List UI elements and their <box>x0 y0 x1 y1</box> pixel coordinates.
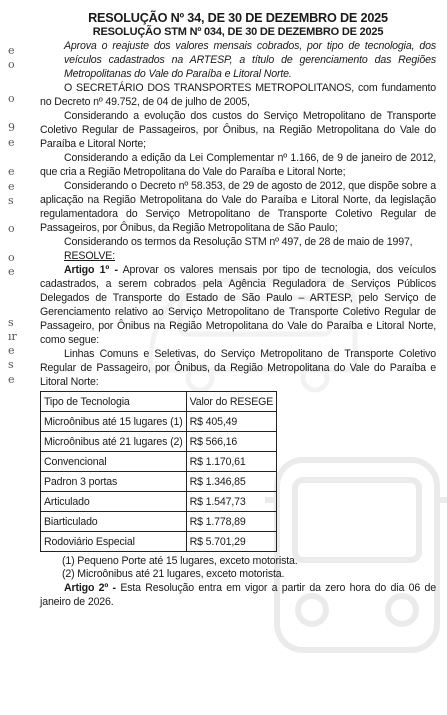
table-cell-valor: R$ 1.778,89 <box>186 512 277 532</box>
preamble-paragraph: O SECRETÁRIO DOS TRANSPORTES METROPOLITANOS, com fundamento no Decreto nº 49.752, de 04 de julho de 2005, <box>40 82 436 108</box>
margin-letter: o <box>8 222 15 235</box>
table-cell-tipo: Padron 3 portas <box>41 472 187 492</box>
margin-letter: e <box>8 265 15 278</box>
table-row <box>41 472 277 492</box>
table-header-cell: Tipo de Tecnologia <box>41 392 187 412</box>
margin-letter: o <box>8 92 15 105</box>
artigo-1-label: Artigo 1º - <box>64 264 118 276</box>
considerando-paragraph: Considerando o Decreto nº 58.353, de 29 de agosto de 2012, que dispõe sobre a aplicação na Região Metropolitana do Vale do Paraíba e Litoral Norte, da legislação regulamentadora do Serviço Metropolitano de Transporte Coletivo Regular de Passageiros, por Ônibus, da Região Metropolitana de São Paulo; <box>40 180 436 234</box>
table-row <box>41 412 277 432</box>
ementa-paragraph: Aprova o reajuste dos valores mensais cobrados, por tipo de tecnologia, dos veículos cadastrados na ARTESP, a título de gerenciamento das Regiões Metropolitanas do Vale do Paraíba e Litoral Norte. <box>64 40 436 80</box>
margin-letter: ır <box>8 330 17 343</box>
table-cell-tipo: Microônibus até 15 lugares (1) <box>41 412 187 432</box>
margin-letter: e <box>8 373 15 386</box>
table-header-cell: Valor do RESEGE <box>186 392 277 412</box>
artigo-2-paragraph <box>40 581 436 609</box>
footnote-1: (1) Pequeno Porte até 15 lugares, exceto motorista. <box>62 555 298 567</box>
table-cell-tipo: Rodoviário Especial <box>41 532 187 552</box>
table-cell-tipo: Convencional <box>41 452 187 472</box>
table-row <box>41 492 277 512</box>
resolution-column <box>40 10 436 609</box>
table-row <box>41 532 277 552</box>
footnote-2: (2) Microônibus até 21 lugares, exceto motorista. <box>62 568 285 580</box>
margin-letter: o <box>8 58 15 71</box>
considerando-paragraph: Considerando a edição da Lei Complementar nº 1.166, de 9 de janeiro de 2012, que cria a Região Metropolitana do Vale do Paraíba e Litoral Norte; <box>40 152 436 178</box>
table-cell-valor: R$ 1.170,61 <box>186 452 277 472</box>
table-cell-tipo: Articulado <box>41 492 187 512</box>
table-cell-valor: R$ 405,49 <box>186 412 277 432</box>
resolve-line <box>40 249 436 263</box>
margin-letter: e <box>8 165 15 178</box>
table-cell-tipo: Biarticulado <box>41 512 187 532</box>
linhas-paragraph: Linhas Comuns e Seletivas, do Serviço Metropolitano de Transporte Coletivo Regular de Passageiro, por Ônibus, da Região Metropolitana do Vale do Paraíba e Litoral Norte: <box>40 348 436 388</box>
table-cell-valor: R$ 5.701,29 <box>186 532 277 552</box>
considerando-paragraph: Considerando a evolução dos custos do Serviço Metropolitano de Transporte Coletivo Regular de Passageiros, por Ônibus, na Região Metropolitana do Vale do Paraíba e Litoral Norte; <box>40 110 436 150</box>
values-table <box>40 391 277 552</box>
margin-letter: e <box>8 44 15 57</box>
margin-letter: e <box>8 344 15 357</box>
page-title: RESOLUÇÃO Nº 34, DE 30 DE DEZEMBRO DE 2025 <box>88 10 388 25</box>
margin-letter: s <box>8 358 14 371</box>
margin-letter: e <box>8 180 15 193</box>
considerando-paragraph: Considerando os termos da Resolução STM nº 497, de 28 de maio de 1997, <box>64 236 413 248</box>
table-cell-valor: R$ 1.346,85 <box>186 472 277 492</box>
table-cell-valor: R$ 1.547,73 <box>186 492 277 512</box>
artigo-2-text: Esta Resolução entra em vigor a partir da zero hora do dia 06 de janeiro de 2026. <box>40 582 436 608</box>
margin-letter: e <box>8 136 15 149</box>
margin-letter: 9 <box>8 121 15 134</box>
artigo-1-paragraph <box>40 263 436 347</box>
page-subtitle: RESOLUÇÃO STM Nº 034, DE 30 DE DEZEMBRO DE 2025 <box>92 26 384 38</box>
artigo-1-text: Aprovar os valores mensais por tipo de tecnologia, dos veículos cadastrados, a serem cobrados pela Agência Reguladora de Serviços Públicos Delegados de Transporte do Estado de São Paulo – ARTESP, pelo Serviço de Gerenciamento relativo ao Serviço Metropolitano de Transporte Coletivo Regular de Passageiro, por Ônibus na Região Metropolitana do Vale do Paraíba e Litoral Norte, como segue: <box>40 264 436 346</box>
table-row <box>41 432 277 452</box>
table-header-row <box>41 392 277 412</box>
resolve-label: RESOLVE: <box>64 250 116 262</box>
table-cell-valor: R$ 566,16 <box>186 432 277 452</box>
margin-letter: s <box>8 194 14 207</box>
table-row <box>41 512 277 532</box>
margin-letter: o <box>8 251 15 264</box>
artigo-2-label: Artigo 2º - <box>64 582 116 594</box>
table-row <box>41 452 277 472</box>
margin-letter: s <box>8 316 14 329</box>
table-cell-tipo: Microônibus até 21 lugares (2) <box>41 432 187 452</box>
